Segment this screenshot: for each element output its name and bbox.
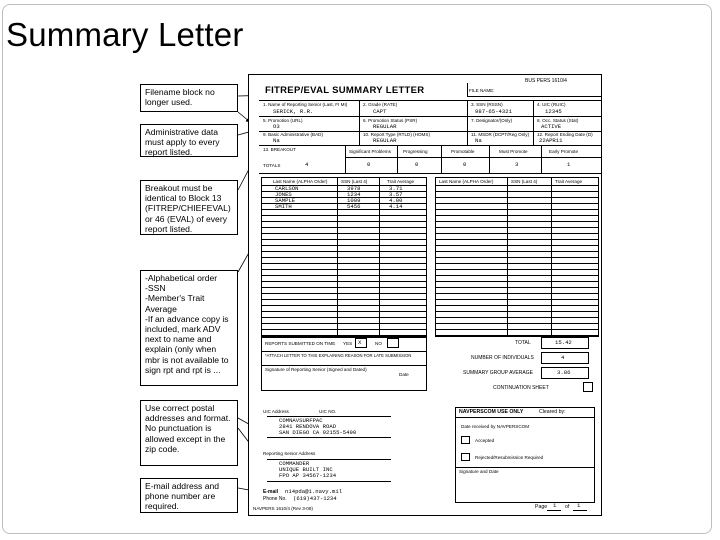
member-table-rule xyxy=(435,203,599,204)
rs-address-line: UNIQUE BUILT INC xyxy=(279,466,333,473)
member-table-rule xyxy=(435,293,599,294)
member-table-rule xyxy=(261,227,427,228)
member-table-rule xyxy=(261,293,427,294)
member-table-rule xyxy=(435,209,599,210)
member-table-rule xyxy=(435,323,599,324)
callout-member-order: -Alphabetical order -SSN -Member's Trait Average -If an advance copy is included, mark ADV next to name and explain (only when mbr is not available to sign rpt and rpt is ... xyxy=(140,270,238,386)
member-table-rule xyxy=(261,305,427,306)
member-table-rule xyxy=(435,269,599,270)
member-table-rule xyxy=(435,185,599,186)
member-table-rule xyxy=(261,281,427,282)
uic-address-line: 2841 RENDOVA ROAD xyxy=(279,423,337,430)
continuation-checkbox[interactable] xyxy=(583,382,593,392)
member-row-avg: 3.71 xyxy=(389,185,403,192)
uic-address-line: SAN DIEGO CA 92155-5490 xyxy=(279,429,357,436)
rs-address-line: FPO AP 34567-1234 xyxy=(279,472,337,479)
member-table-rule xyxy=(435,263,599,264)
member-table-rule xyxy=(261,233,427,234)
member-table-rule xyxy=(435,335,599,336)
member-table-rule xyxy=(261,251,427,252)
uic-address-line: COMNAVSURFPAC xyxy=(279,417,323,424)
member-table-rule xyxy=(261,245,427,246)
member-table-rule xyxy=(261,287,427,288)
rs-grade: CAPT xyxy=(373,108,387,115)
member-table-rule xyxy=(435,197,599,198)
slide-title: Summary Letter xyxy=(6,16,244,53)
rejected-checkbox[interactable] xyxy=(461,453,470,461)
summary-letter-form: BUS PERS 1610/4 FITREP/EVAL SUMMARY LETTER FILE NAME: 1. Name of Reporting Senior (Last, FI MI) 2. Grade (RATE) 3. SSN (RSSN) 4. UIC (RUIC) SERICK, R.R. CAPT 987-65-4321 12345 5. Promotion (URL) 6. Promotion Status (PSR) 7. Designator/(Only) 8. Occ. Status (Stat) O3 REGULAR ACTIVE 9. Basic Administrative (BAD) 10. Report Type (RTLD) (HOMS) 11. MSDR (DCPT/Reg Only) 12. Report Ending Date (D) Na REGULAR Na 22APR11 13. BREAKOUT Significant Problems Progressing Promotable Must Promote Early Promote TOTALS 4 0 0 0 3 1 Last Name (ALPHA Order) SSN (Last 4) Trait Average Last Name (ALPHA Order) SSN (Last 4) Trait Average CARLSON 3978 3.71 JONES 1234 3.57 SAMPLE 1009 4.00 SMITH 5456 4.14 REPORTS SUBMITTED ON TIME YES X NO *ATTACH LETTER TO THIS EXPLAINING REASON FOR LATE SUBMISSION Signature of Reporting Senior (Signed and Dated) Date TOTAL 15.42 NUMBER OF INDIVIDUALS 4 SUMMARY GROUP AVERAGE 3.86 CONTINUATION SHEET UIC Address UIC NO. COMNAVSURFPAC 2841 RENDOVA ROAD SAN DIEGO CA 92155-5490 Reporting Senior Address COMMANDER UNIQUE BUILT INC FPO AP 34567-1234 E-mail n14pda@1.navy.mil Phone No. (619)437-1234 NAVPERS 1610/4 (Rev 3-08) NAVPERSCOM USE ONLY Cleared by: Date received by NAVPERSCOM Accepted Rejected/Resubmission Required Signature and Date Page 1 of 1 xyxy=(248,74,602,516)
member-row-ssn: 1009 xyxy=(347,197,361,204)
member-row-ssn: 3978 xyxy=(347,185,361,192)
phone-value: (619)437-1234 xyxy=(293,495,337,502)
member-table-rule xyxy=(261,329,427,330)
callout-filename: Filename block no longer used. xyxy=(140,84,238,112)
rs-name: SERICK, R.R. xyxy=(273,108,314,115)
member-table-rule xyxy=(435,239,599,240)
accepted-checkbox[interactable] xyxy=(461,436,470,444)
member-table-rule xyxy=(261,239,427,240)
file-name-label: FILE NAME: xyxy=(469,88,495,93)
member-table-rule xyxy=(435,245,599,246)
member-table-rule xyxy=(261,323,427,324)
member-row-name: SMITH xyxy=(275,203,292,210)
rs-ssn: 987-65-4321 xyxy=(475,108,512,115)
member-table-rule xyxy=(261,335,427,336)
member-row-name: SAMPLE xyxy=(275,197,296,204)
member-row-avg: 4.00 xyxy=(389,197,403,204)
callout-breakout: Breakout must be identical to Block 13 (FITREP/CHIEFEVAL) or 46 (EVAL) of every report listed. xyxy=(140,180,238,235)
member-row-ssn: 1234 xyxy=(347,191,361,198)
member-table-rule xyxy=(435,281,599,282)
member-table-rule xyxy=(261,263,427,264)
member-table-rule xyxy=(435,257,599,258)
member-table-rule xyxy=(261,257,427,258)
member-table-rule xyxy=(261,275,427,276)
member-row-avg: 4.14 xyxy=(389,203,403,210)
footer-form-code: NAVPERS 1610/4 (Rev 3-08) xyxy=(253,506,313,511)
form-title: FITREP/EVAL SUMMARY LETTER xyxy=(265,85,425,96)
member-table-rule xyxy=(435,287,599,288)
member-table-rule xyxy=(261,311,427,312)
member-row-ssn: 5456 xyxy=(347,203,361,210)
email-value: n14pda@1.navy.mil xyxy=(285,488,343,495)
member-table-rule xyxy=(435,251,599,252)
no-checkbox[interactable] xyxy=(387,338,399,348)
member-table-rule xyxy=(261,269,427,270)
member-table-rule xyxy=(435,191,599,192)
member-table-rule xyxy=(435,305,599,306)
member-table-rule xyxy=(435,227,599,228)
callout-admin-data: Administrative data must apply to every report listed. xyxy=(140,124,238,157)
member-table-rule xyxy=(435,233,599,234)
member-table-rule xyxy=(435,221,599,222)
member-table-rule xyxy=(435,299,599,300)
callout-email: E-mail address and phone number are required. xyxy=(140,478,238,513)
member-table-rule xyxy=(435,311,599,312)
form-code: BUS PERS 1610/4 xyxy=(525,78,567,84)
member-row-name: CARLSON xyxy=(275,185,299,192)
member-row-name: JONES xyxy=(275,191,292,198)
member-table-rule xyxy=(261,317,427,318)
member-table-rule xyxy=(261,215,427,216)
member-table-rule xyxy=(261,299,427,300)
member-table-rule xyxy=(261,221,427,222)
rs-address-line: COMMANDER xyxy=(279,460,310,467)
member-table-rule xyxy=(435,275,599,276)
member-table-rule xyxy=(435,215,599,216)
member-table-rule xyxy=(435,317,599,318)
rs-uic: 12345 xyxy=(545,108,562,115)
member-table-rule xyxy=(435,329,599,330)
member-row-avg: 3.57 xyxy=(389,191,403,198)
callout-postal: Use correct postal addresses and format. No punctuation is allowed except in the zip code. xyxy=(140,400,238,466)
